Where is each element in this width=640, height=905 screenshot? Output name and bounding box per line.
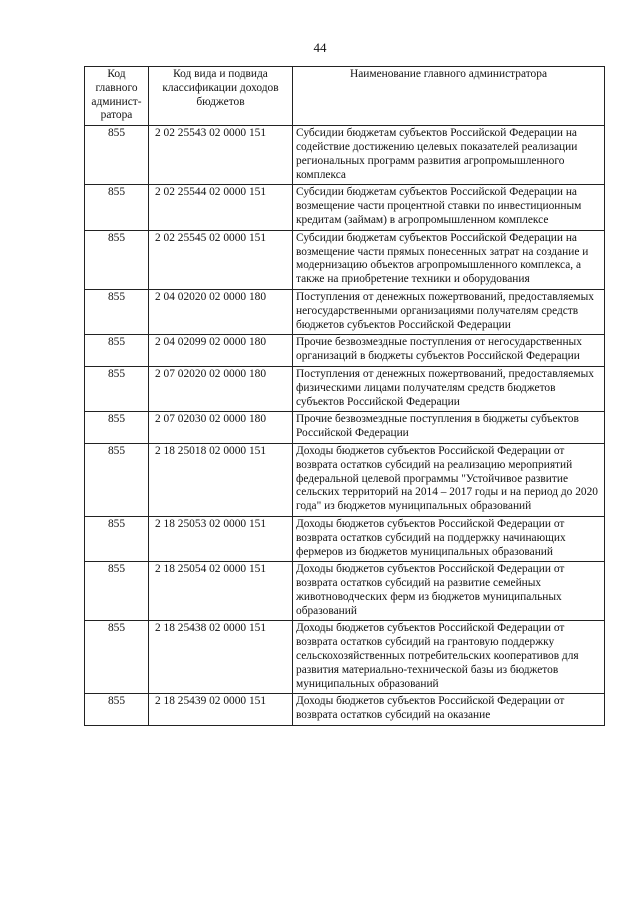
page-number: 44 [313,40,327,55]
income-code-cell: 2 18 25054 02 0000 151 [149,562,293,621]
admin-name-cell: Поступления от денежных пожертвований, предоставляемых негосударственными организациями получателям средств бюджетов субъектов Российской Федерации [293,289,605,334]
admin-name-cell: Доходы бюджетов субъектов Российской Федерации от возврата остатков субсидий на реализацию мероприятий федеральной целевой программы "Устойчивое развитие сельских территорий на 2014 – 2017 годы и на период до 2020 года" из бюджетов муниципальных образований [293,443,605,516]
admin-name-cell: Доходы бюджетов субъектов Российской Федерации от возврата остатков субсидий на поддержку начинающих фермеров из бюджетов муниципальных образований [293,516,605,561]
admin-code-cell: 855 [85,230,149,289]
income-code-cell: 2 02 25545 02 0000 151 [149,230,293,289]
admin-name-cell: Поступления от денежных пожертвований, предоставляемых физическими лицами получателям средств бюджетов субъектов Российской Федерации [293,366,605,411]
income-code-cell: 2 18 25438 02 0000 151 [149,621,293,694]
income-code-cell: 2 18 25018 02 0000 151 [149,443,293,516]
table-row [85,621,605,694]
admin-name-cell: Доходы бюджетов субъектов Российской Федерации от возврата остатков субсидий на оказание [293,694,605,726]
income-code-cell: 2 07 02020 02 0000 180 [149,366,293,411]
header-admin-code: Код главного админист-ратора [85,67,149,126]
table-row [85,443,605,516]
income-classification-table [84,66,605,726]
admin-name-cell: Субсидии бюджетам субъектов Российской Федерации на возмещение части процентной ставки по инвестиционным кредитам (займам) в агропромышленном комплексе [293,185,605,230]
admin-name-cell: Прочие безвозмездные поступления в бюджеты субъектов Российской Федерации [293,412,605,444]
table-row [85,694,605,726]
admin-code-cell: 855 [85,335,149,367]
admin-code-cell: 855 [85,516,149,561]
table-row [85,516,605,561]
admin-code-cell: 855 [85,185,149,230]
admin-code-cell: 855 [85,412,149,444]
admin-code-cell: 855 [85,126,149,185]
admin-code-cell: 855 [85,621,149,694]
header-admin-name: Наименование главного администратора [293,67,605,126]
admin-name-cell: Прочие безвозмездные поступления от негосударственных организаций в бюджеты субъектов Российской Федерации [293,335,605,367]
income-code-cell: 2 07 02030 02 0000 180 [149,412,293,444]
header-income-code: Код вида и подвида классификации доходов бюджетов [149,67,293,126]
admin-code-cell: 855 [85,443,149,516]
admin-name-cell: Субсидии бюджетам субъектов Российской Федерации на содействие достижению целевых показателей реализации региональных программ развития агропромышленного комплекса [293,126,605,185]
income-code-cell: 2 18 25439 02 0000 151 [149,694,293,726]
income-code-cell: 2 18 25053 02 0000 151 [149,516,293,561]
admin-code-cell: 855 [85,289,149,334]
table-row [85,230,605,289]
admin-code-cell: 855 [85,694,149,726]
table-row [85,562,605,621]
income-code-cell: 2 04 02020 02 0000 180 [149,289,293,334]
table-row [85,366,605,411]
table-row [85,126,605,185]
admin-code-cell: 855 [85,366,149,411]
table-row [85,412,605,444]
table-row [85,335,605,367]
table-header-row [85,67,605,126]
income-code-cell: 2 04 02099 02 0000 180 [149,335,293,367]
admin-code-cell: 855 [85,562,149,621]
admin-name-cell: Субсидии бюджетам субъектов Российской Федерации на возмещение части прямых понесенных затрат на создание и модернизацию объектов агропромышленного комплекса, а также на приобретение техники и оборудования [293,230,605,289]
admin-name-cell: Доходы бюджетов субъектов Российской Федерации от возврата остатков субсидий на развитие семейных животноводческих ферм из бюджетов муниципальных образований [293,562,605,621]
income-code-cell: 2 02 25544 02 0000 151 [149,185,293,230]
income-code-cell: 2 02 25543 02 0000 151 [149,126,293,185]
admin-name-cell: Доходы бюджетов субъектов Российской Федерации от возврата остатков субсидий на грантовую поддержку сельскохозяйственных потребительских кооперативов для развития материально-технической базы из бюджетов муниципальных образований [293,621,605,694]
table-row [85,185,605,230]
table-row [85,289,605,334]
